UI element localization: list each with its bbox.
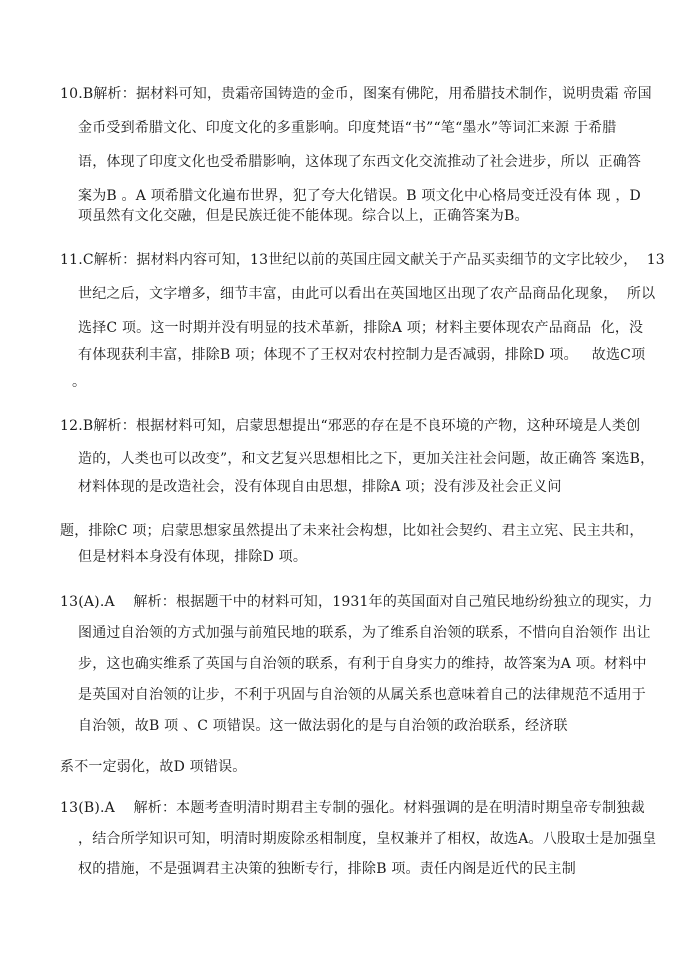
q10-line-3: 语，体现了印度文化也受希腊影响，这体现了东西文化交流推动了社会进步，所以 正确答 — [78, 154, 642, 170]
q13a-line-3: 步，这也确实维系了英国与自治领的联系，有利于自身实力的维持，故答案为A 项。材料中 — [78, 656, 647, 672]
q11-line-4: 有体现获利丰富，排除B 项；体现不了王权对农村控制力是否减弱，排除D 项。 故选C项 — [78, 347, 646, 363]
q13b-line-1: 13(B).A 解析：本题考查明清时期君主专制的强化。材料强调的是在明清时期皇帝专制独裁 — [60, 800, 645, 816]
q13a-line-1: 13(A).A 解析：根据题干中的材料可知，1931年的英国面对自己殖民地纷纷独立的现实，力 — [60, 594, 653, 610]
q13a-line-2: 图通过自治领的方式加强与前殖民地的联系，为了维系自治领的联系，不惜向自治领作 出让 — [78, 625, 651, 641]
q10-line-5: 项虽然有文化交融，但是民族迁徙不能体现。综合以上，正确答案为B。 — [78, 208, 529, 224]
q12-line-2: 造的，人类也可以改变”，和文艺复兴思想相比之下，更加关注社会问题，故正确答 案选B， — [78, 451, 655, 467]
q13a-line-4: 是英国对自治领的让步，不利于巩固与自治领的从属关系也意味着自己的法律规范不适用于 — [78, 687, 646, 703]
q11-line-3: 选择C 项。这一时期并没有明显的技术革新，排除A 项；材料主要体现农产品商品 化，没 — [78, 320, 644, 336]
q12-line-4: 题，排除C 项；启蒙思想家虽然提出了未来社会构想，比如社会契约、君主立宪、民主共和， — [60, 523, 644, 539]
q11-line-5: 。 — [72, 374, 87, 390]
q13a-line-5: 自治领，故B 项 、C 项错误。这一做法弱化的是与自治领的政治联系，经济联 — [78, 718, 568, 734]
q12-line-5: 但是材料本身没有体现，排除D 项。 — [78, 549, 308, 565]
q10-line-2: 金币受到希腊文化、印度文化的多重影响。印度梵语“书”“笔“墨水”等词汇来源 于希腊 — [78, 120, 617, 136]
q12-line-1: 12.B解析：根据材料可知，启蒙思想提出“邪恶的存在是不良环境的产物，这种环境是人类创 — [60, 418, 641, 434]
q13b-line-2: ，结合所学知识可知，明清时期废除丞相制度，皇权兼并了相权，故选A。八股取士是加强皇 — [78, 831, 657, 847]
q10-line-1: 10.B解析：据材料可知，贵霜帝国铸造的金币，图案有佛陀，用希腊技术制作，说明贵霜 帝国 — [60, 86, 652, 102]
q12-line-3: 材料体现的是改造社会，没有体现自由思想，排除A 项；没有涉及社会正义问 — [78, 479, 562, 495]
q13b-line-3: 权的措施，不是强调君主决策的独断专行，排除B 项。责任内阁是近代的民主制 — [78, 861, 576, 877]
q10-line-4: 案为B 。A 项希腊文化遍布世界，犯了夸大化错误。B 项文化中心格局变迁没有体 现 ，D — [78, 188, 641, 204]
q13a-line-6: 系不一定弱化，故D 项错误。 — [60, 759, 247, 775]
q11-line-1: 11.C解析：据材料内容可知，13世纪以前的英国庄园文献关于产品买卖细节的文字比较少， 13 — [60, 252, 665, 268]
q11-line-2: 世纪之后，文字增多，细节丰富，由此可以看出在英国地区出现了农产品商品化现象， 所以 — [78, 286, 656, 302]
